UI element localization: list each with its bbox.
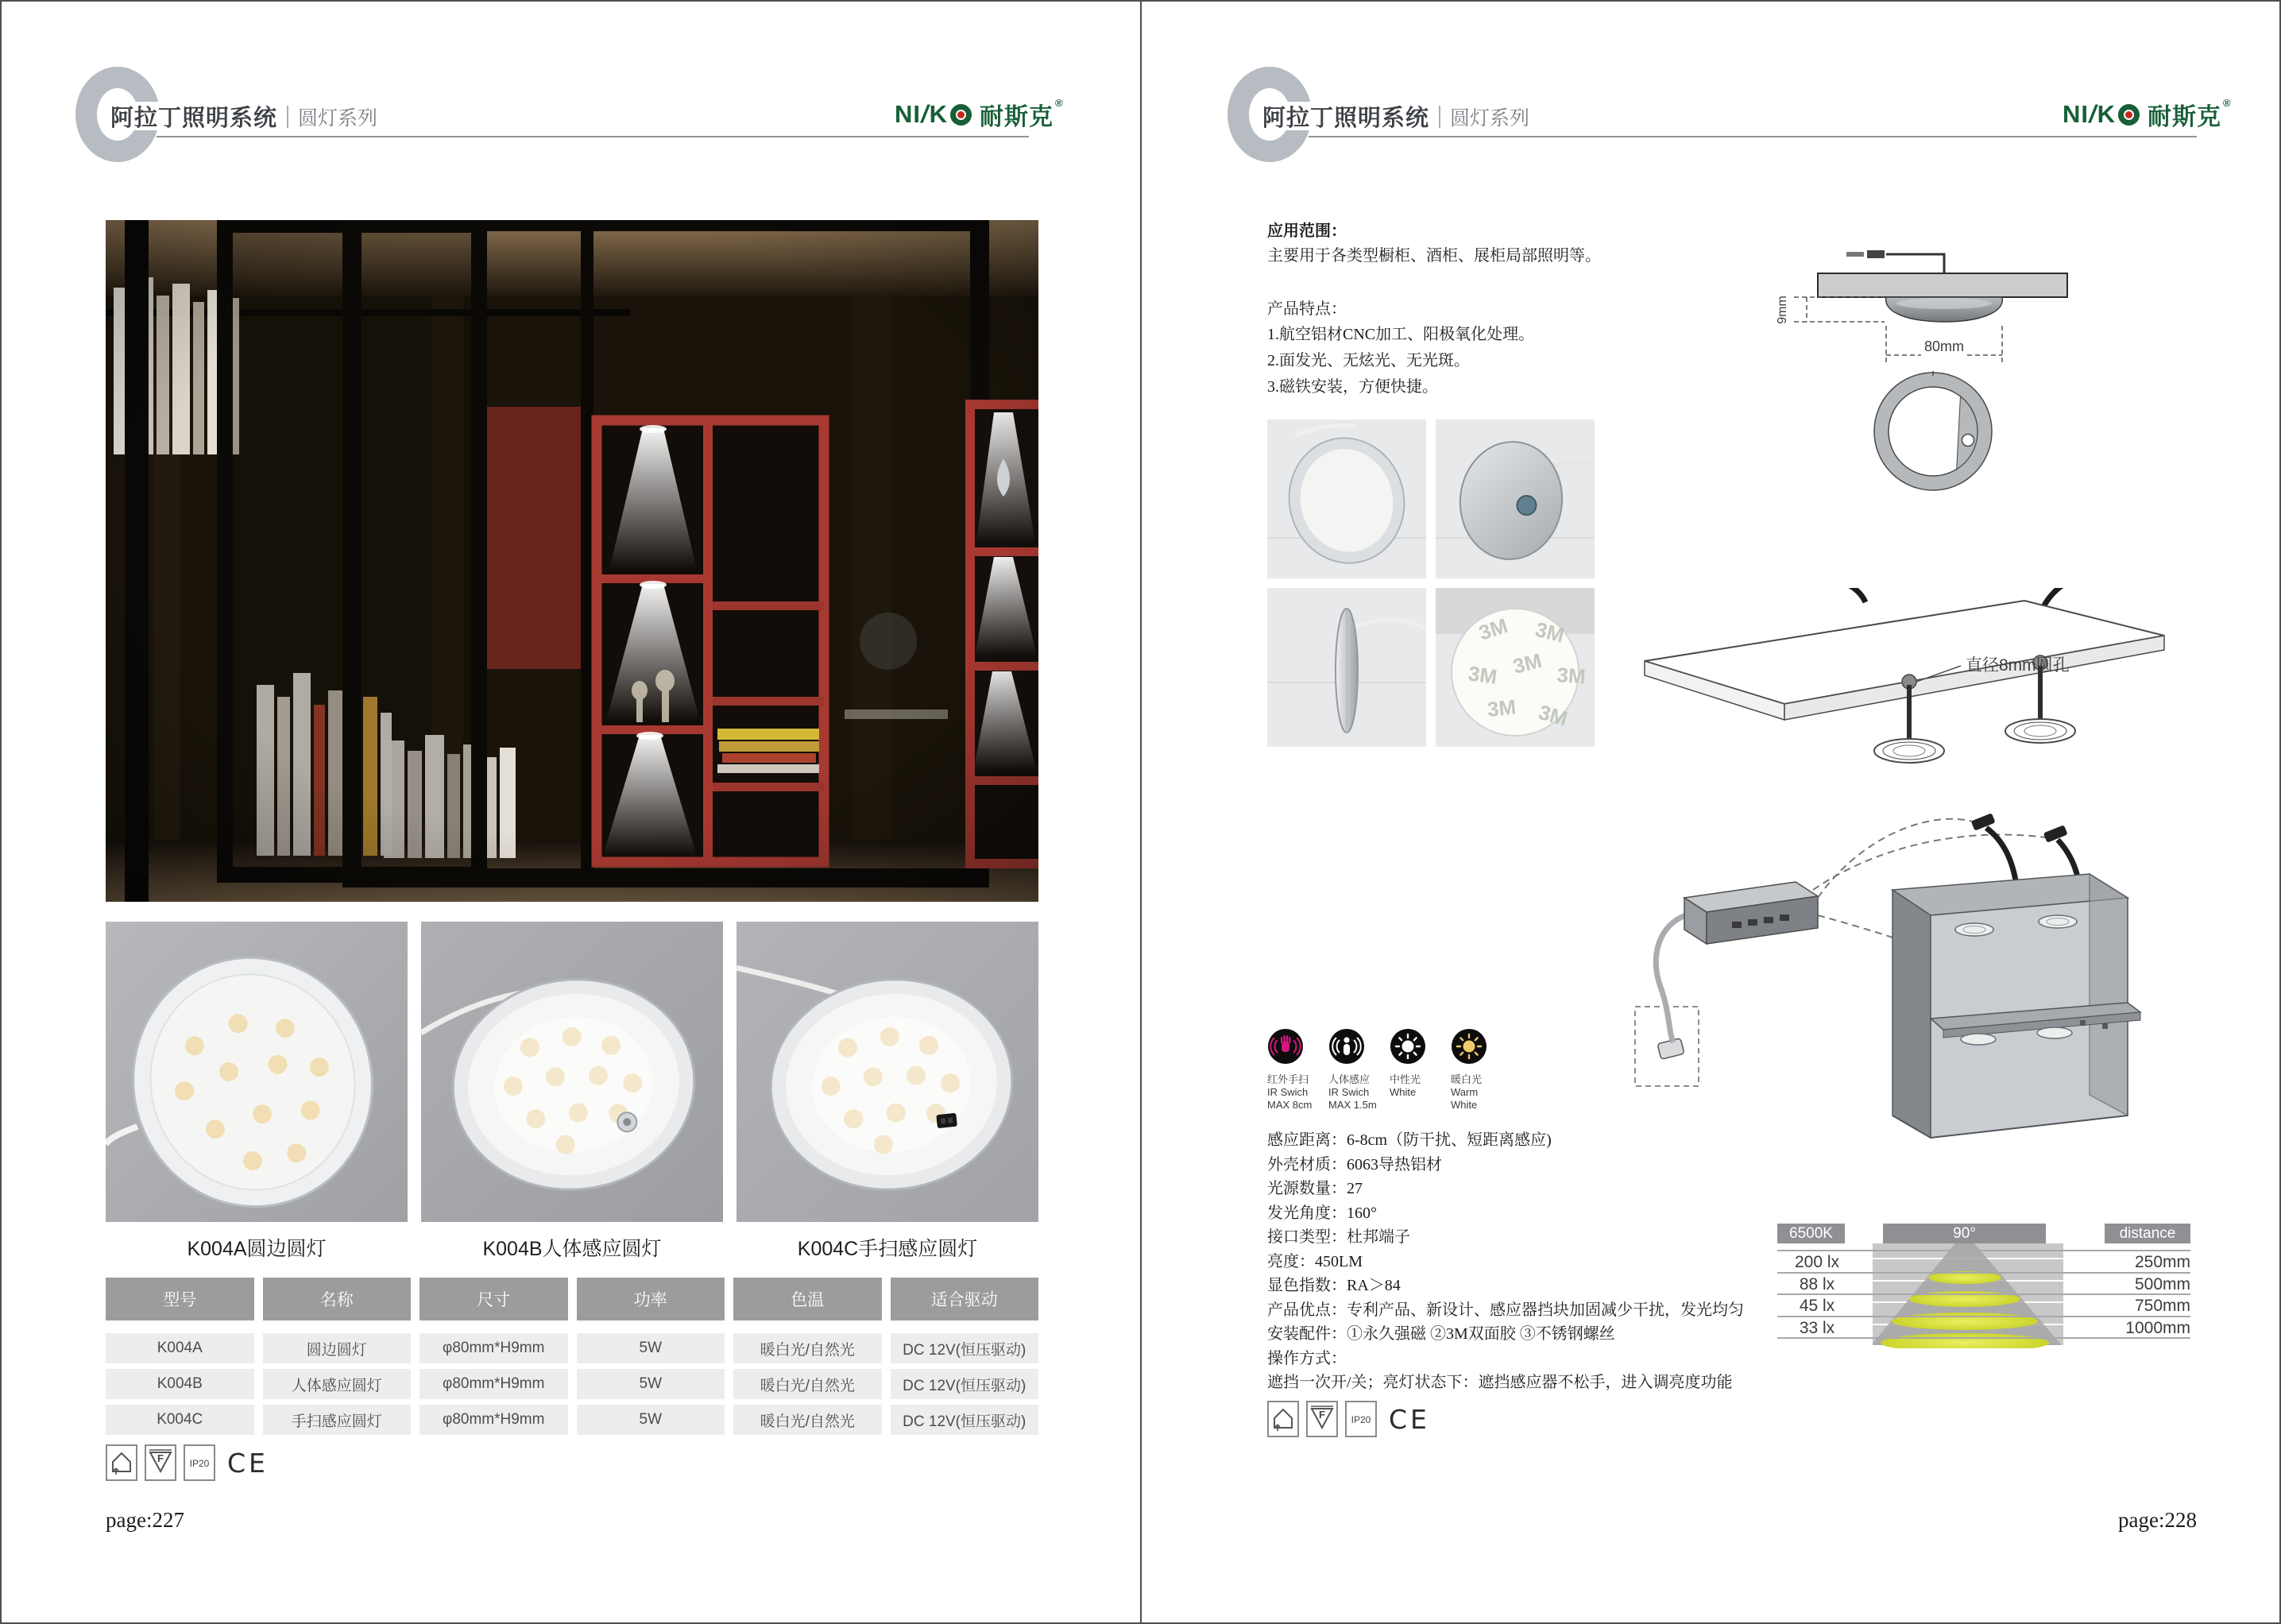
- cell: φ80mm*H9mm: [419, 1333, 568, 1363]
- spec-line: 外壳材质：6063导热铝材: [1267, 1155, 1442, 1174]
- brand-cn: 耐斯克: [980, 104, 1054, 130]
- cell: φ80mm*H9mm: [419, 1405, 568, 1435]
- distance-chip: distance: [2105, 1224, 2190, 1243]
- cell: 5W: [577, 1405, 725, 1435]
- brand-ni: NI: [2063, 100, 2089, 128]
- title-separator: [287, 106, 288, 128]
- cell: DC 12V(恒压驱动): [891, 1333, 1039, 1363]
- spec-text-block: [1267, 1128, 1744, 1395]
- detail-photo-front: [1267, 420, 1426, 578]
- brand-k: K: [929, 100, 949, 128]
- mode-label-line: 红外手扫: [1267, 1073, 1309, 1085]
- series-subtitle-text: 圆灯系列: [298, 106, 378, 130]
- cell: 5W: [577, 1369, 725, 1399]
- page-title: [1262, 100, 1529, 133]
- svg-text:3M: 3M: [1510, 648, 1545, 679]
- lux-distance-table: [1777, 1217, 2190, 1348]
- svg-text:3M: 3M: [1556, 663, 1587, 689]
- cell: 暖白光/自然光: [733, 1405, 882, 1435]
- light-cone-graphic: [1873, 1243, 2063, 1348]
- table-row: [106, 1369, 1038, 1399]
- spec-line: 产品优点：专利产品、新设计、感应器挡块加固减少干扰，发光均匀: [1267, 1301, 1744, 1319]
- svg-text:9mm: 9mm: [1776, 296, 1789, 324]
- f-mark-icon: [1306, 1401, 1338, 1437]
- mode-label-line: 中性光: [1390, 1073, 1421, 1085]
- product-caption-k004a: K004A圆边圆灯: [187, 1238, 327, 1260]
- mode-label-line: White: [1451, 1099, 1478, 1111]
- ring-top-view: [1863, 364, 2006, 503]
- brand-slash: /: [918, 100, 932, 128]
- col-header: 型号: [106, 1278, 254, 1320]
- mode-label-line: IR Swich: [1267, 1086, 1309, 1098]
- col-header: 色温: [733, 1278, 882, 1320]
- warm-white-icon: [1451, 1028, 1487, 1065]
- mode-label-line: White: [1390, 1086, 1417, 1098]
- svg-text:3M: 3M: [1536, 699, 1571, 731]
- feature-item: 3.磁铁安装，方便快捷。: [1267, 378, 1438, 396]
- spec-table: [106, 1278, 1038, 1435]
- cell: 暖白光/自然光: [733, 1369, 882, 1399]
- svg-text:IP20: IP20: [1351, 1414, 1371, 1425]
- spec-line: 发光角度：160°: [1267, 1204, 1377, 1222]
- cell: DC 12V(恒压驱动): [891, 1405, 1039, 1435]
- svg-text:3M: 3M: [1467, 661, 1499, 689]
- ce-mark: CE: [1389, 1403, 1430, 1435]
- product-photo-k004a: [106, 922, 408, 1222]
- application-title: 应用范围：: [1267, 222, 1347, 240]
- title-separator: [1439, 106, 1440, 128]
- spec-line: 感应距离：6-8cm（防干扰、短距离感应): [1267, 1131, 1552, 1149]
- page-title: [110, 100, 377, 133]
- cert-icons-right: [1267, 1401, 1430, 1437]
- brand-o-mark-icon: [2118, 104, 2140, 126]
- page-number-right: page:228: [2118, 1508, 2197, 1532]
- series-title-text: 阿拉丁照明系统: [110, 106, 278, 131]
- svg-text:80mm: 80mm: [1923, 338, 1965, 354]
- brand-slash: /: [2086, 100, 2100, 128]
- lux-value: 88 lx: [1799, 1275, 1835, 1293]
- svg-text:F: F: [157, 1452, 164, 1464]
- spec-line: 光源数量：27: [1267, 1180, 1363, 1197]
- beam-angle-chip: 90°: [1883, 1224, 2046, 1243]
- cell: K004B: [106, 1369, 254, 1399]
- distance-value: 500mm: [2134, 1275, 2190, 1293]
- mode-icon-pir: [1328, 1028, 1378, 1112]
- series-title-text: 阿拉丁照明系统: [1262, 106, 1430, 131]
- brand-reg: ®: [2223, 97, 2231, 109]
- table-line: [1777, 1316, 2190, 1317]
- table-row: [106, 1405, 1038, 1435]
- mode-icon-warm-white: [1451, 1028, 1500, 1112]
- spec-line: 安装配件：①永久强磁 ②3M双面胶 ③不锈钢螺丝: [1267, 1325, 1615, 1343]
- product-caption-k004c: K004C手扫感应圆灯: [797, 1238, 978, 1260]
- application-text: 主要用于各类型橱柜、酒柜、展柜局部照明等。: [1267, 247, 1601, 265]
- series-subtitle-text: 圆灯系列: [1450, 106, 1530, 130]
- cell: φ80mm*H9mm: [419, 1369, 568, 1399]
- body-sensor-icon: [1328, 1028, 1365, 1065]
- table-row: [106, 1333, 1038, 1363]
- col-header: 适合驱动: [891, 1278, 1039, 1320]
- ip20-icon: [1345, 1401, 1377, 1437]
- mode-icon-ir-hand: [1267, 1028, 1316, 1112]
- svg-text:IP20: IP20: [189, 1458, 210, 1469]
- svg-text:F: F: [1319, 1409, 1325, 1421]
- svg-text:3M: 3M: [1486, 694, 1517, 721]
- svg-text:直径8mm圆孔: 直径8mm圆孔: [1966, 656, 2070, 675]
- cell: DC 12V(恒压驱动): [891, 1369, 1039, 1399]
- cert-icons-left: [106, 1444, 269, 1481]
- distance-value: 1000mm: [2125, 1319, 2190, 1337]
- page-number-left: page:227: [106, 1508, 184, 1532]
- svg-text:3M: 3M: [1475, 613, 1511, 645]
- table-line: [1777, 1272, 2190, 1274]
- mode-label-line: IR Swich: [1328, 1086, 1370, 1098]
- spec-line: 显色指数：RA＞84: [1267, 1277, 1401, 1294]
- mode-label-line: MAX 8cm: [1267, 1099, 1313, 1111]
- col-header: 尺寸: [419, 1278, 568, 1320]
- cell: 5W: [577, 1333, 725, 1363]
- feature-item: 1.航空铝材CNC加工、阳极氧化处理。: [1267, 326, 1535, 343]
- cell: 手扫感应圆灯: [263, 1405, 412, 1435]
- brand-k: K: [2097, 100, 2117, 128]
- brand-o-mark-icon: [950, 104, 972, 126]
- furniture-mount-icon: [1267, 1401, 1299, 1437]
- mode-label-line: 暖白光: [1451, 1073, 1483, 1085]
- spec-table-header: [106, 1278, 1038, 1320]
- cell: K004C: [106, 1405, 254, 1435]
- f-mark-icon: [145, 1444, 176, 1481]
- page-divider: [1140, 0, 1142, 1624]
- brand-logo: [895, 97, 1063, 132]
- spec-line: 亮度：450LM: [1267, 1252, 1363, 1270]
- brand-ni: NI: [895, 100, 921, 128]
- lux-value: 200 lx: [1794, 1253, 1840, 1271]
- cell: 暖白光/自然光: [733, 1333, 882, 1363]
- detail-photo-side: [1267, 588, 1426, 747]
- mode-icon-white: [1390, 1028, 1439, 1112]
- product-photo-k004c: [736, 922, 1038, 1222]
- furniture-mount-icon: [106, 1444, 137, 1481]
- mode-icons: [1267, 1028, 1500, 1112]
- brand-logo: [2063, 97, 2231, 132]
- mode-label-line: 人体感应: [1328, 1073, 1371, 1085]
- svg-text:3M: 3M: [1533, 617, 1567, 648]
- ce-mark: CE: [227, 1447, 269, 1479]
- mode-label-line: Warm: [1451, 1086, 1479, 1098]
- neutral-white-icon: [1390, 1028, 1426, 1065]
- detail-photo-back: [1436, 420, 1595, 578]
- detail-photo-3m-adhesive: [1436, 588, 1595, 747]
- feature-item: 2.面发光、无炫光、无光斑。: [1267, 352, 1470, 369]
- cell: 圆边圆灯: [263, 1333, 412, 1363]
- color-temp-chip: 6500K: [1777, 1224, 1845, 1243]
- product-caption-k004b: K004B人体感应圆灯: [482, 1238, 662, 1260]
- lux-value: 33 lx: [1799, 1319, 1835, 1337]
- mode-label-line: MAX 1.5m: [1328, 1099, 1377, 1111]
- brand-cn: 耐斯克: [2148, 104, 2222, 130]
- header-rule: [157, 136, 1029, 137]
- product-photo-k004b: [421, 922, 723, 1222]
- features-title: 产品特点：: [1267, 300, 1347, 318]
- brand-reg: ®: [1055, 97, 1063, 109]
- main-lifestyle-photo: [106, 220, 1038, 902]
- ip20-icon: [184, 1444, 215, 1481]
- spec-line: 遮挡一次开/关；亮灯状态下：遮挡感应器不松手，进入调亮度功能: [1267, 1374, 1733, 1391]
- distance-value: 750mm: [2134, 1297, 2190, 1315]
- lux-value: 45 lx: [1799, 1297, 1835, 1315]
- ir-hand-swich-icon: [1267, 1028, 1304, 1065]
- cell: K004A: [106, 1333, 254, 1363]
- header-rule: [1309, 136, 2197, 137]
- spec-line: 接口类型：杜邦端子: [1267, 1228, 1410, 1246]
- cabinet-install-diagram: [1613, 804, 2153, 1162]
- panel-install-diagram: [1627, 588, 2183, 779]
- cell: 人体感应圆灯: [263, 1369, 412, 1399]
- table-line: [1777, 1250, 2190, 1251]
- col-header: 功率: [577, 1278, 725, 1320]
- spec-line: 操作方式：: [1267, 1349, 1347, 1367]
- distance-value: 250mm: [2134, 1253, 2190, 1271]
- col-header: 名称: [263, 1278, 412, 1320]
